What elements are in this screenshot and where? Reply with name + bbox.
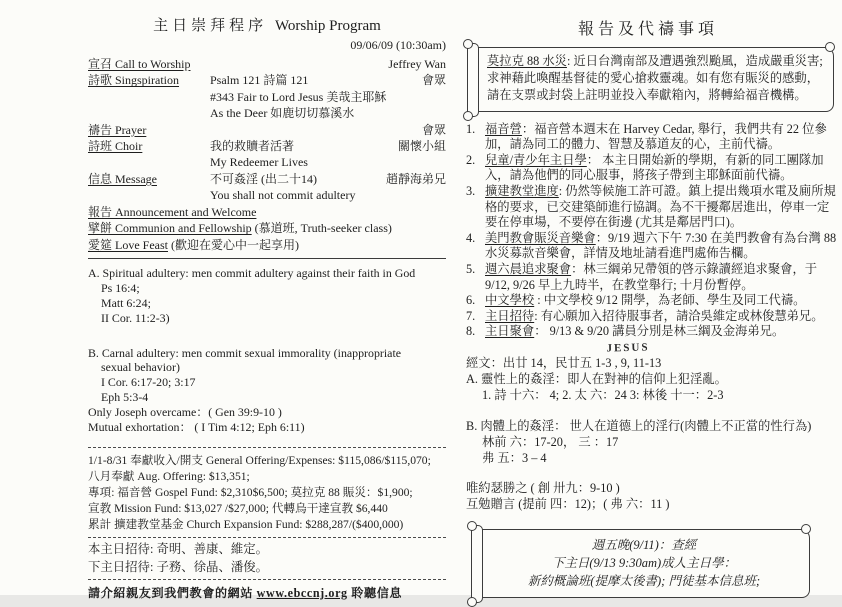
- scroll-roll-icon: [471, 525, 483, 603]
- program-person: 會眾: [421, 122, 446, 137]
- usher-line: 下主日招待: 子務、徐晶、潘俊。: [88, 559, 269, 574]
- program-label: 信息 Message: [88, 171, 157, 186]
- program-row-love-feast: [88, 237, 446, 254]
- announcement-number: 8.: [466, 324, 476, 339]
- program-content: My Redeemer Lives: [210, 155, 308, 170]
- program-row-communion: [88, 220, 446, 237]
- finance-line: 1/1-8/31 奉獻收入/開支 General Offering/Expenses: $115,086/$115,070;: [88, 454, 431, 468]
- program-content: Psalm 121 詩篇 121: [210, 73, 309, 88]
- announcement-item: [466, 293, 838, 309]
- program-row: [88, 122, 446, 138]
- outline-line: II Cor. 11:2-3): [101, 310, 170, 325]
- scroll-curl-icon: [801, 524, 811, 534]
- program-content: You shall not commit adultery: [210, 188, 356, 203]
- scripture-line: 經文：出廿 14，民廿五 1-3 , 9, 11-13: [466, 355, 662, 370]
- spacer: [466, 404, 838, 418]
- scripture-line: 林前 六：17-20， 三 ：17: [482, 434, 619, 449]
- program-content: [210, 56, 388, 72]
- scroll-curl-icon: [467, 597, 477, 607]
- divider-dashed: [88, 447, 446, 448]
- worship-program-panel: [88, 10, 446, 601]
- scripture-line: 唯約瑟勝之 ( 創 卅九：9-10 ): [466, 481, 620, 496]
- announcement-list: [466, 122, 838, 340]
- program-label: 禱告 Prayer: [88, 122, 147, 137]
- relief-notice-scroll: [474, 47, 834, 112]
- outline-line: Eph 5:3-4: [101, 390, 149, 405]
- announcement-text: [485, 293, 838, 309]
- announcement-head: 美門教會賑災音樂會: [485, 230, 596, 245]
- announcement-body: ：林三綱弟兄帶領的啓示錄讀經追求聚會，于 9/12, 9/26 早上九時半，在教堂舉行; 十月份暫停。: [485, 261, 818, 292]
- announcement-body: ： 本主日開始新的學期，有新的同工團隊加入，請為他們的同心服事，將孩子帶到主耶穌面前代禱。: [485, 152, 824, 183]
- weekly-schedule-scroll: [478, 529, 810, 598]
- program-person: 趙靜海弟兄: [385, 171, 446, 186]
- finance-line: 宣教 Mission Fund: $13,027 /$27,000; 代轉烏干達宣教 $6,440: [88, 502, 388, 516]
- ushers-list: [88, 541, 446, 576]
- program-label-suffix: (歡迎在愛心中一起享用): [168, 237, 299, 252]
- announcement-number: 2.: [466, 152, 476, 167]
- scroll-roll-icon: [467, 43, 479, 117]
- announcement-item: [466, 309, 838, 325]
- announcement-head: 週六晨追求聚會: [485, 261, 572, 276]
- finance-line: 八月奉獻 Aug. Offering: $13,351;: [88, 470, 250, 484]
- outline-line: I Cor. 6:17-20; 3:17: [101, 375, 196, 390]
- program-label: 詩班 Choir: [88, 139, 143, 154]
- usher-line: 本主日招待: 奇明、善康、維定。: [88, 541, 269, 556]
- spacer: [88, 326, 446, 346]
- divider-dashed: [88, 537, 446, 538]
- announcement-number: 7.: [466, 308, 476, 323]
- program-label: 宣召 Call to Worship: [88, 57, 191, 71]
- sermon-outline-zh: [466, 355, 838, 513]
- program-content: 我的救贖者活著: [210, 139, 295, 154]
- announcement-number: 4.: [466, 230, 476, 245]
- program-label: [88, 105, 210, 121]
- announcements-panel: [458, 14, 838, 592]
- outline-line: Only Joseph overcame：( Gen 39:9-10 ): [88, 404, 282, 419]
- announcement-body: ： 9/13 & 9/20 講員分別是林三綱及金海弟兄。: [534, 324, 785, 339]
- program-row: [88, 105, 446, 121]
- program-label: [88, 187, 210, 203]
- page-title-zh: 主日崇拜程序: [153, 18, 268, 34]
- announcement-body: : 仍然等候施工許可證。鎮上提出幾項水電及廁所規格的要求，已交建築師進行協調。為不干擾鄰居進出，停車一定要在停車場，不要停在街邊 (尤其是鄰居門口)。: [485, 183, 836, 230]
- announcement-text: [485, 122, 838, 153]
- announcement-head: 擴建教堂進度: [485, 183, 559, 198]
- program-label: 詩歌 Singspiration: [88, 73, 180, 88]
- scripture-line: A. 靈性上的姦淫：即人在對神的信仰上犯淫亂。: [466, 372, 727, 387]
- program-row: [88, 56, 446, 72]
- page-title: [88, 14, 446, 35]
- scripture-line: 互勉贈言 (提前 四：12)；( 弗 六：11 ): [466, 497, 670, 512]
- announcement-text: [485, 184, 838, 231]
- relief-notice-head: 莫拉克 88 水災: [487, 54, 567, 68]
- finance-line: 專項: 福音營 Gospel Fund: $2,310$6,500; 莫拉克 88 賑災：$1,900;: [88, 486, 413, 500]
- announcement-number: 6.: [466, 293, 476, 308]
- outline-line: A. Spiritual adultery: men commit adultery against their faith in God: [88, 266, 416, 281]
- schedule-line: 下主日(9/13 9:30am)成人主日學：: [551, 555, 737, 570]
- announcement-item: [466, 231, 838, 262]
- announcement-text: [485, 231, 838, 262]
- announcement-item: [466, 262, 838, 293]
- program-row: [88, 171, 446, 187]
- program-row: [88, 154, 446, 170]
- announcement-head: 主日招待: [485, 308, 535, 323]
- announcements-title: 報告及代禱事項: [577, 21, 718, 38]
- announcement-number: 1.: [466, 121, 476, 136]
- program-label: 擘餅 Communion and Fellowship: [88, 221, 252, 236]
- program-label: 愛筵 Love Feast: [88, 237, 168, 252]
- scripture-line: B. 肉體上的姦淫： 世人在道德上的淫行(肉體上不正當的性行為): [466, 418, 812, 433]
- outline-line: B. Carnal adultery: men commit sexual immorality (inappropriate: [88, 345, 402, 360]
- invite-footer-suffix: 聆聽信息: [347, 586, 403, 601]
- program-label-suffix: (慕道班, Truth-seeker class): [251, 221, 392, 236]
- announcement-number: 5.: [466, 261, 476, 276]
- scroll-curl-icon: [463, 111, 473, 121]
- scroll-curl-icon: [825, 42, 835, 52]
- outline-line: Ps 16:4;: [101, 281, 140, 296]
- program-person: Jeffrey Wan: [388, 57, 446, 71]
- announcement-text: [485, 153, 838, 184]
- church-website-url[interactable]: www.ebccnj.org: [256, 586, 348, 601]
- relief-notice-text: : 近日台灣南部及遭遇強烈颱風，造成嚴重災害; 求神藉此喚醒基督徒的愛心搶救靈魂。如有您有賑災的感動，請在支票或封袋上註明並投入奉獻箱內，將轉給福音機構。: [487, 54, 823, 103]
- scroll-curl-icon: [467, 521, 477, 531]
- program-content: [210, 122, 422, 138]
- schedule-line: 週五晚(9/11)：查經: [591, 537, 697, 552]
- outline-line: sexual behavior): [101, 360, 180, 375]
- scroll-curl-icon: [463, 39, 473, 49]
- invite-footer-prefix: 請介紹親友到我們教會的網站: [88, 586, 257, 601]
- announcement-body: : 有心願加入招待服事者，請洽吳維定或林俊慧弟兄。: [534, 308, 824, 323]
- announcement-body: : 中文學校 9/12 開學，為老師、學生及同工代禱。: [534, 293, 806, 308]
- scripture-line: 1. 詩 十六： 4; 2. 太 六：24 3: 林後 十一：2-3: [482, 388, 724, 403]
- spacer: [466, 466, 838, 480]
- announcement-head: 主日聚會: [485, 324, 535, 339]
- announcement-number: 3.: [466, 183, 476, 198]
- program-label: [88, 154, 210, 170]
- program-label: 報告 Announcement and Welcome: [88, 204, 257, 219]
- outline-line: Matt 6:24;: [101, 296, 151, 311]
- program-person: 關懷小組: [397, 139, 446, 154]
- program-row: [88, 138, 446, 154]
- finance-line: 累計 擴建教堂基金 Church Expansion Fund: $288,287/($400,000): [88, 518, 404, 532]
- program-content: 不可姦淫 (出二十14): [210, 171, 317, 186]
- announcement-item: [466, 184, 838, 231]
- announcement-body: ：福音營本週末在 Harvey Cedar, 舉行，我們共有 22 位參加，請為同工的體力、智慧及慕道友的心，主前代禱。: [485, 121, 827, 152]
- schedule-line: 新約概論班(提摩太後書); 門徒基本信息班;: [527, 573, 761, 588]
- jesus-stamp: JESUS: [606, 341, 650, 355]
- service-datetime: 09/06/09 (10:30am): [350, 38, 446, 52]
- program-row: [88, 89, 446, 105]
- page-title-en: Worship Program: [274, 18, 381, 34]
- program-person: 會眾: [421, 73, 446, 88]
- program-row-announcement: [88, 204, 446, 221]
- divider-solid: [88, 258, 446, 259]
- announcement-body: ：9/19 週六下午 7:30 在美門教會有為台灣 88 水災募款音樂會，詳情及地址請看進門處佈告欄。: [485, 230, 837, 261]
- announcement-text: [485, 262, 838, 293]
- program-row: [88, 72, 446, 88]
- announcement-text: [485, 309, 838, 325]
- program-content: As the Deer 如鹿切切慕溪水: [210, 106, 355, 121]
- invite-footer: [88, 584, 446, 601]
- finance-report: [88, 453, 446, 533]
- program-content: #343 Fair to Lord Jesus 美哉主耶穌: [210, 89, 387, 104]
- sermon-outline-en: [88, 266, 446, 434]
- scripture-line: 弗 五：3 – 4: [482, 450, 547, 465]
- announcement-head: 中文學校: [485, 293, 535, 308]
- program-label: [88, 89, 210, 105]
- announcement-head: 福音營: [485, 121, 522, 136]
- program-schedule: [88, 56, 446, 253]
- program-row: [88, 187, 446, 203]
- announcement-head: 兒童/青少年主日學: [485, 152, 587, 167]
- announcement-item: [466, 153, 838, 184]
- announcement-item: [466, 122, 838, 153]
- outline-line: Mutual exhortation： ( I Tim 4:12; Eph 6:11): [88, 419, 305, 434]
- divider-dashed: [88, 579, 446, 580]
